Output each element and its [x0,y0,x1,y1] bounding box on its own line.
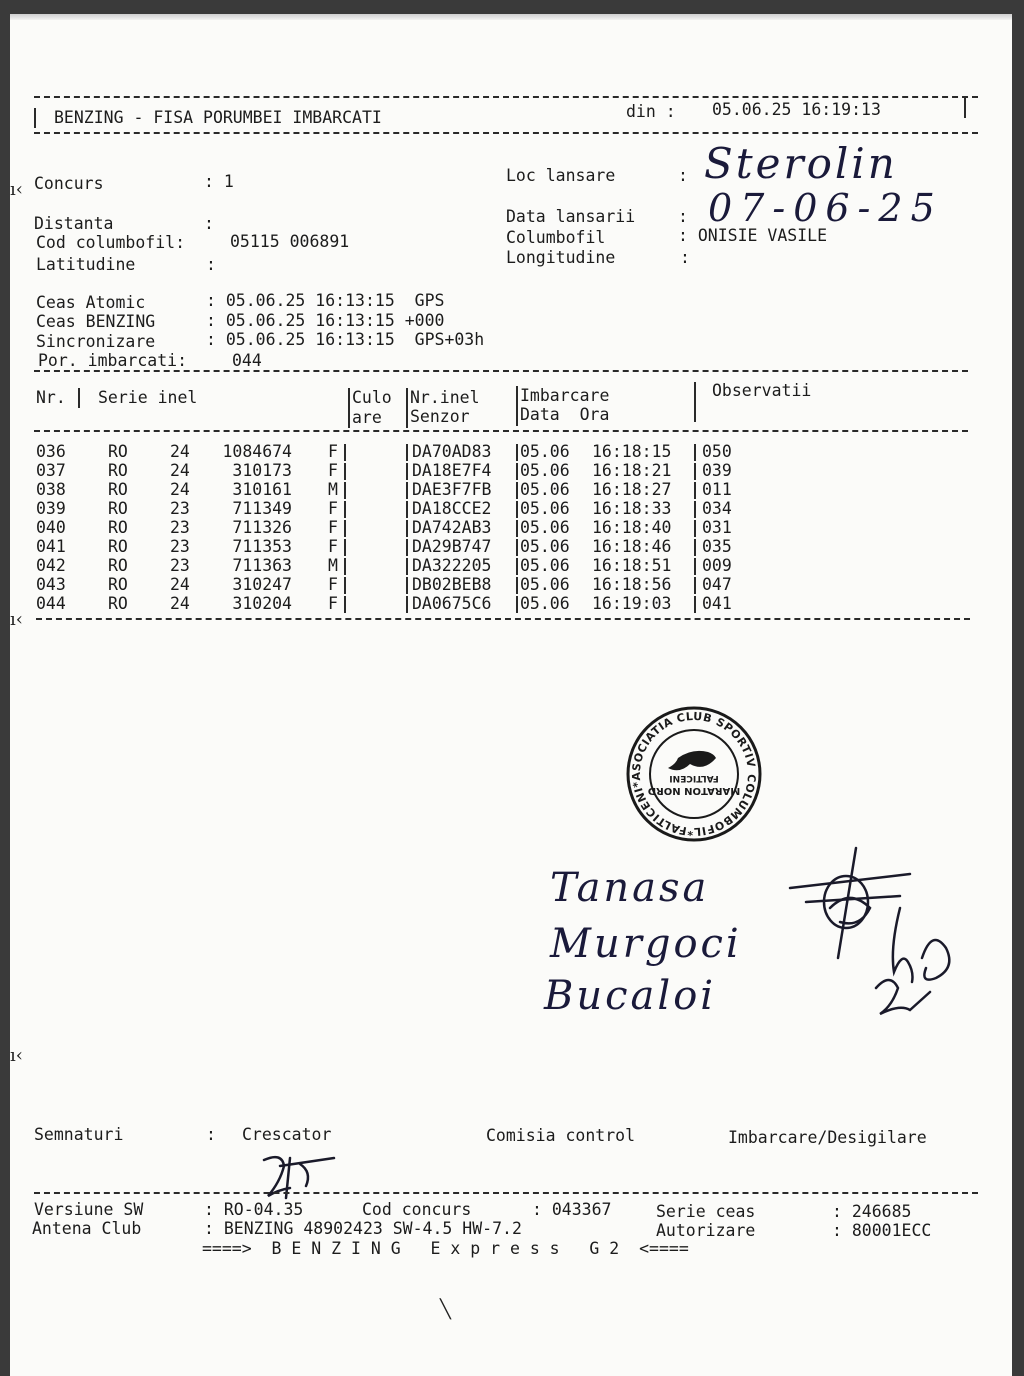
cell-sex: F [328,499,338,518]
divider [344,501,346,518]
latitudine-label: Latitudine [36,255,136,274]
divider [348,388,350,428]
divider [516,444,518,461]
imbarcati-value: 044 [232,351,262,370]
cell-data: 05.06 [520,461,570,480]
cell-inel: 711353 [232,537,292,556]
cell-senzor: DA70AD83 [412,442,492,461]
cell-senzor: DAE3F7FB [412,480,492,499]
col-header-serie: Serie inel [98,388,198,407]
cell-inel: 310247 [232,575,292,594]
semnaturi-colon: : [206,1125,216,1144]
din-label: din : [626,102,676,121]
cell-tara: RO [108,518,128,537]
divider [694,520,696,537]
cell-nr: 038 [36,480,66,499]
cod-concurs-value: : 043367 [532,1200,612,1219]
handwritten-name-2: Murgoci [550,921,742,967]
divider [406,501,408,518]
divider [344,444,346,461]
ceas-atomic-suffix: GPS [414,291,445,310]
imbarcati-label: Por. imbarcati: [38,351,188,370]
divider [694,382,696,422]
divider [694,558,696,575]
divider [516,501,518,518]
data-lansarii-colon: : [678,207,688,226]
cod-concurs-label: Cod concurs [362,1200,472,1219]
divider [516,463,518,480]
cell-nr: 040 [36,518,66,537]
cell-an: 24 [170,480,190,499]
cell-inel: 310173 [232,461,292,480]
divider [516,539,518,556]
cell-ora: 16:18:21 [592,461,672,480]
serie-ceas-label: Serie ceas [656,1202,756,1221]
cell-inel: 1084674 [222,442,292,461]
data-lansarii-handwritten-value: 07-06-25 [708,186,943,230]
col-header-senzor: Senzor [410,407,470,426]
cell-observatii: 031 [702,518,732,537]
edge-mark-icon: ı‹ [10,1045,23,1066]
divider [344,558,346,575]
divider [406,558,408,575]
cell-ora: 16:18:56 [592,575,672,594]
divider [406,539,408,556]
cell-tara: RO [108,575,128,594]
cell-observatii: 035 [702,537,732,556]
cell-inel: 310161 [232,480,292,499]
cell-sex: F [328,518,338,537]
distanta-colon: : [204,214,214,233]
cell-inel: 310204 [232,594,292,613]
cell-ora: 16:18:46 [592,537,672,556]
col-header-culoare: Culo [352,388,392,407]
loc-colon: : [678,166,688,185]
imbarcare-label: Imbarcare/Desigilare [728,1128,927,1147]
divider [344,482,346,499]
divider [406,577,408,594]
cell-an: 24 [170,594,190,613]
cell-tara: RO [108,480,128,499]
cell-data: 05.06 [520,537,570,556]
col-header-nr: Nr. [36,388,66,407]
cell-tara: RO [108,499,128,518]
concurs-label: Concurs [34,174,104,193]
cell-senzor: DB02BEB8 [412,575,492,594]
serie-ceas-value: : 246685 [832,1202,912,1221]
cell-nr: 042 [36,556,66,575]
handwritten-name-3: Bucaloi [544,973,717,1019]
document-page: BENZING - FISA PORUMBEI IMBARCATI din : 05.06.25 16:19:13 ı‹ Concurs : 1 Distanta : Cod columbofil: 05115 006891 Latitudine : Loc lansare : Sterolin Data lansarii : 07-06-25 Columbofil : ONISIE VASILE Longitudine : Ceas Atomic : 05.06.25 16:13:15 GPS Ceas BENZING : 05.06.25 16:13:15 +000 Sincronizare : 05.06.25 16:13:15 GPS+03h Por. imbarcati: 044 Nr. Serie inel Culo are Nr.inel Senzor Imbarcare Data Ora Observatii 036 RO 24 1084674 F DA70AD83 05.06 16:18:15 050 037 RO 24 310173 F DA18E7F4 05.06 16:18:21 039 038 RO 24 310161 M DAE3F7FB 05.06 16:18:27 011 039 RO 23 711349 F DA18CCE2 05.06 16:18:33 034 040 RO 23 711326 F DA742AB3 05.06 16:18:40 031 041 RO 23 711353 F DA29B747 05.06 16:18:46 035 042 RO 23 711363 M DA322205 05.06 16:18:51 009 043 RO 24 310247 F DB02BEB8 05.06 16:18:56 047 044 RO 24 310204 F DA0675C6 05.06 16:19:03 041 ı‹ COLUMBOFIL*FALTICENI*ASOCIATIA CLUB SPORTIV MARATON NORD FALTICENI Tanasa Murgoci Bucaloi ı‹ Semnaturi : Crescator Comisia control Imbarcare/Desigilare Versiune SW : RO-04.35 Cod concurs : 043367 Serie ceas : 246685 Antena Club : BENZING 48902423 SW-4.5 HW-7.2 Autorizare : 80001ECC ====> B E N Z I N G E x p r e s s G 2 <==== ╲ [10,14,1012,1376]
cell-tara: RO [108,594,128,613]
cell-observatii: 011 [702,480,732,499]
cell-nr: 039 [36,499,66,518]
edge-mark-icon: ı‹ [10,609,23,630]
data-lansarii-label: Data lansarii [506,207,636,226]
divider [406,520,408,537]
divider [694,596,696,613]
divider [406,596,408,613]
col-header-observatii: Observatii [712,381,812,400]
autorizare-label: Autorizare [656,1221,756,1240]
cell-data: 05.06 [520,442,570,461]
cell-data: 05.06 [520,499,570,518]
sincronizare-value: 05.06.25 16:13:15 [225,330,395,349]
cell-sex: M [328,556,338,575]
edge-mark-icon: ı‹ [10,179,23,200]
divider [516,520,518,537]
col-header-data-ora: Data Ora [520,405,610,424]
ceas-benzing-suffix: +000 [404,311,445,330]
signature-scribble-icon [780,838,990,1058]
cell-sex: F [328,575,338,594]
cell-an: 23 [170,499,190,518]
cell-ora: 16:19:03 [592,594,672,613]
cell-observatii: 034 [702,499,732,518]
cell-nr: 041 [36,537,66,556]
paper-edge [10,14,1012,20]
cell-senzor: DA18CCE2 [412,499,492,518]
cell-nr: 044 [36,594,66,613]
cell-sex: F [328,442,338,461]
col-header-nr-inel: Nr.inel [410,388,480,407]
divider [344,539,346,556]
cell-tara: RO [108,556,128,575]
latitudine-colon: : [206,255,216,274]
columbofil-label: Columbofil [506,228,606,247]
cell-data: 05.06 [520,518,570,537]
divider [694,444,696,461]
cell-data: 05.06 [520,556,570,575]
cell-an: 23 [170,537,190,556]
divider [344,463,346,480]
semnaturi-label: Semnaturi [34,1125,124,1144]
cell-observatii: 009 [702,556,732,575]
autorizare-value: : 80001ECC [832,1221,932,1240]
stamp-seal-icon [624,704,764,844]
cell-inel: 711326 [232,518,292,537]
ceas-benzing-value: 05.06.25 16:13:15 [225,311,395,330]
ceas-atomic-value: 05.06.25 16:13:15 [225,291,395,310]
divider [34,96,978,98]
cell-observatii: 047 [702,575,732,594]
cell-sex: F [328,594,338,613]
pen-stroke-icon: ╲ [440,1299,451,1320]
handwritten-name-1: Tanasa [550,865,710,911]
cell-an: 24 [170,575,190,594]
divider [406,482,408,499]
loc-handwritten-value: Sterolin [704,139,898,188]
cell-observatii: 050 [702,442,732,461]
cell-senzor: DA0675C6 [412,594,492,613]
divider [516,482,518,499]
cell-inel: 711363 [232,556,292,575]
divider [344,577,346,594]
divider [694,463,696,480]
cell-observatii: 039 [702,461,732,480]
cell-observatii: 041 [702,594,732,613]
versiune-value: : RO-04.35 [204,1200,304,1219]
divider [694,577,696,594]
cell-data: 05.06 [520,594,570,613]
divider [694,501,696,518]
cod-value: 05115 006891 [230,232,350,251]
divider [34,430,968,432]
divider [78,388,80,408]
document-title: BENZING - FISA PORUMBEI IMBARCATI [54,108,382,127]
stamp-inner-line-1: MARATON NORD [647,785,741,796]
cell-ora: 16:18:40 [592,518,672,537]
cell-nr: 036 [36,442,66,461]
benzing-banner: ====> B E N Z I N G E x p r e s s G 2 <==== [202,1239,689,1258]
divider [516,596,518,613]
ceas-benzing-label: Ceas BENZING [36,312,156,331]
cell-data: 05.06 [520,480,570,499]
cell-sex: F [328,537,338,556]
cell-an: 24 [170,461,190,480]
cell-sex: F [328,461,338,480]
comisia-label: Comisia control [486,1126,636,1145]
cod-label: Cod columbofil: [36,233,186,252]
cell-an: 23 [170,518,190,537]
stamp-outer-text: COLUMBOFIL*FALTICENI*ASOCIATIA CLUB SPORTIV [629,709,759,839]
cell-ora: 16:18:15 [592,442,672,461]
divider [406,388,408,428]
cell-senzor: DA742AB3 [412,518,492,537]
divider [694,539,696,556]
columbofil-value: ONISIE VASILE [697,226,828,245]
col-header-imbarcare: Imbarcare [520,386,610,405]
cell-senzor: DA322205 [412,556,492,575]
divider [406,444,408,461]
cell-an: 23 [170,556,190,575]
din-value: 05.06.25 16:19:13 [712,100,881,119]
divider [344,520,346,537]
cell-ora: 16:18:27 [592,480,672,499]
distanta-label: Distanta [34,214,114,233]
cell-ora: 16:18:51 [592,556,672,575]
cell-tara: RO [108,537,128,556]
club-stamp [624,704,764,844]
sincronizare-suffix: GPS+03h [414,330,485,349]
divider [516,386,518,426]
longitudine-colon: : [680,248,690,267]
concurs-value: 1 [223,172,234,191]
crescator-label: Crescator [242,1125,332,1144]
cell-inel: 711349 [232,499,292,518]
divider [964,98,966,118]
col-header-culoare-2: are [352,408,382,427]
cell-ora: 16:18:33 [592,499,672,518]
cell-data: 05.06 [520,575,570,594]
divider [34,1192,978,1194]
antena-label: Antena Club [32,1219,142,1238]
divider [694,482,696,499]
loc-label: Loc lansare [506,166,616,185]
longitudine-label: Longitudine [506,248,616,267]
versiune-label: Versiune SW [34,1200,144,1219]
divider [516,577,518,594]
cell-nr: 037 [36,461,66,480]
cell-sex: M [328,480,338,499]
antena-value: : BENZING 48902423 SW-4.5 HW-7.2 [204,1219,522,1238]
divider [34,370,968,372]
cell-senzor: DA29B747 [412,537,492,556]
cell-tara: RO [108,461,128,480]
sincronizare-label: Sincronizare [36,332,156,351]
stamp-inner-line-2: FALTICENI [669,773,719,783]
divider [344,596,346,613]
cell-nr: 043 [36,575,66,594]
divider [34,132,978,134]
cell-tara: RO [108,442,128,461]
cell-senzor: DA18E7F4 [412,461,492,480]
ceas-atomic-label: Ceas Atomic [36,293,146,312]
divider [34,108,36,128]
divider [36,618,970,620]
divider [516,558,518,575]
divider [406,463,408,480]
cell-an: 24 [170,442,190,461]
